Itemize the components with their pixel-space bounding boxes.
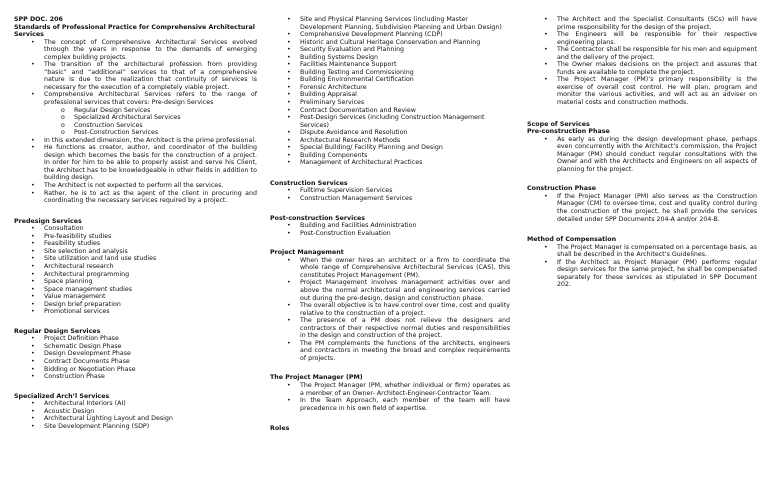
list-item: o Post-Construction Services xyxy=(14,129,257,137)
list-item: • Value management xyxy=(14,293,257,301)
list-item: • Project Management involves management activities over and above the normal architectural and engineering services carried out during the pre-design, design and construction phase. xyxy=(270,279,510,302)
list-item: • Historic and Cultural Heritage Conservation and Planning xyxy=(270,39,510,47)
list-item: • In this extended dimension, the Architect is the prime professional. xyxy=(14,137,257,145)
list-item: • Architectural Research Methods xyxy=(270,137,510,145)
list-item: • The Contractor shall be responsible for his men and equipment and the delivery of the project. xyxy=(527,46,757,61)
list-item: • Project Definition Phase xyxy=(14,335,257,343)
list-item: • The transition of the architectural profession from providing “basic” and “additional” services to that of a comprehensive nature is due to the realization that continuity of services is necessary for the execution of a completely viable project. xyxy=(14,61,257,91)
list-item: • Contract Documents Phase xyxy=(14,358,257,366)
construction-phase-list xyxy=(527,193,757,223)
list-item: • The PM complements the functions of the architects, engineers and contractors in meeting the broad and complex requirements of projects. xyxy=(270,340,510,363)
intro-sub-list xyxy=(14,107,257,137)
list-item: • Management of Architectural Practices xyxy=(270,159,510,167)
list-item: • If the Architect as Project Manager (PM) performs regular design services for the same project, he shall be compensated separately for these services as stipulated in SPP Document 202. xyxy=(527,259,757,289)
list-item: • As early as during the design development phase, perhaps even concurrently with the Architect’s commission, the Project Manager (PM) should conduct regular consultations with the Owner and with the Architects and Engineers on all aspects of planning for the project. xyxy=(527,136,757,174)
heading-post-construction: Post-construction Services xyxy=(270,214,366,222)
heading-construction-services: Construction Services xyxy=(270,179,348,187)
list-item: • Space planning xyxy=(14,278,257,286)
list-item: • Comprehensive Development Planning (CDP) xyxy=(270,31,510,39)
list-item: • The Project Manager (PM, whether individual or firm) operates as a member of an Owner- Architect-Engineer-Contractor Team. xyxy=(270,382,510,397)
post-construction-list xyxy=(270,222,510,237)
specialized-list-continued xyxy=(270,16,510,167)
heading-scope: Scope of Services xyxy=(527,120,590,128)
list-item: • Building Environmental Certification xyxy=(270,76,510,84)
list-item: • The overall objective is to have control over time, cost and quality relative to the construction of a project. xyxy=(270,302,510,317)
roles-list xyxy=(527,16,757,107)
list-item: • Rather, he is to act as the agent of the client in procuring and coordinating the necessary services required by a project. xyxy=(14,190,257,205)
list-item: o Construction Services xyxy=(14,122,257,130)
list-item: • Construction Management Services xyxy=(270,195,510,203)
list-item: • Consultation xyxy=(14,225,257,233)
list-item: • The Architect and the Specialist Consultants (SCs) will have prime responsibility for the design of the project. xyxy=(527,16,757,31)
list-item: • Building Components xyxy=(270,152,510,160)
list-item: • Dispute Avoidance and Resolution xyxy=(270,129,510,137)
heading-roles: Roles xyxy=(270,425,290,433)
list-item: • Preliminary Services xyxy=(270,99,510,107)
heading-project-management: Project Management xyxy=(270,249,344,257)
list-item: • The presence of a PM does not relieve the designers and contractors of their respective normal duties and responsibilities in the design and construction of the project. xyxy=(270,317,510,340)
list-item: • Post-Design Services (including Construction Management Services) xyxy=(270,114,510,129)
list-item: • Building Systems Design xyxy=(270,54,510,62)
list-item: • The Project Manager is compensated on a percentage basis, as shall be described in the Architect’s Guidelines. xyxy=(527,244,757,259)
regular-design-list xyxy=(14,335,257,380)
list-item: • Architectural research xyxy=(14,263,257,271)
list-item: • Special Building/ Facility Planning and Design xyxy=(270,144,510,152)
list-item: • Promotional services xyxy=(14,308,257,316)
column-3 xyxy=(527,16,757,289)
list-item: • Contract Documentation and Review xyxy=(270,107,510,115)
list-item: • The Architect is not expected to perform all the services. xyxy=(14,182,257,190)
heading-pre-construction-phase: Pre-construction Phase xyxy=(527,128,610,136)
intro-list xyxy=(14,39,257,107)
list-item: • Building Testing and Commissioning xyxy=(270,69,510,77)
list-item: • Site and Physical Planning Services (including Master Development Planning, Subdivision Planning and Urban Design) xyxy=(270,16,510,31)
heading-predesign: Predesign Services xyxy=(14,217,82,225)
list-item: • Site utilization and land use studies xyxy=(14,255,257,263)
heading-project-manager: The Project Manager (PM) xyxy=(270,374,363,382)
doc-title: Standards of Professional Practice for Comprehensive Architectural Services xyxy=(14,23,255,39)
list-item: • He functions as creator, author, and coordinator of the building design which becomes the basis for the construction of a project. In order for him to be able to properly assist and serve his Client, the Architect has to be knowledgeable in other fields in addition to building design. xyxy=(14,144,257,182)
project-manager-list xyxy=(270,382,510,412)
heading-regular-design: Regular Design Services xyxy=(14,327,101,335)
list-item: • Architectural Lighting Layout and Design xyxy=(14,415,257,423)
list-item: • Site selection and analysis xyxy=(14,248,257,256)
list-item: • Acoustic Design xyxy=(14,408,257,416)
heading-compensation: Method of Compensation xyxy=(527,236,617,244)
list-item: • Feasibility studies xyxy=(14,240,257,248)
heading-construction-phase: Construction Phase xyxy=(527,185,597,193)
predesign-list xyxy=(14,225,257,316)
intro-list-2 xyxy=(14,137,257,205)
list-item: • In the Team Approach, each member of the team will have precedence in his own field of expertise. xyxy=(270,397,510,412)
compensation-list xyxy=(527,244,757,289)
heading-specialized: Specialized Arch’l Services xyxy=(14,392,110,400)
list-item: o Specialized Architectural Services xyxy=(14,114,257,122)
list-item: • Building Appraisal xyxy=(270,91,510,99)
list-item: • When the owner hires an architect or a firm to coordinate the whole range of Comprehensive Architectural Services (CAS), this constitutes Project Management (PM). xyxy=(270,257,510,280)
specialized-list xyxy=(14,400,257,430)
list-item: o Regular Design Services xyxy=(14,107,257,115)
list-item: • Comprehensive Architectural Services refers to the range of professional services that covers: Pre-design Services xyxy=(14,91,257,106)
construction-services-list xyxy=(270,187,510,202)
list-item: • Site Development Planning (SDP) xyxy=(14,423,257,431)
list-item: • Facilities Maintenance Support xyxy=(270,61,510,69)
list-item: • Schematic Design Phase xyxy=(14,343,257,351)
list-item: • Architectural programming xyxy=(14,271,257,279)
list-item: • Forensic Architecture xyxy=(270,84,510,92)
list-item: • Design Development Phase xyxy=(14,350,257,358)
list-item: • Security Evaluation and Planning xyxy=(270,46,510,54)
list-item: • Bidding or Negotiation Phase xyxy=(14,366,257,374)
project-management-list xyxy=(270,257,510,363)
list-item: • The concept of Comprehensive Architectural Services evolved through the years in response to the demands of emerging complex building projects. xyxy=(14,39,257,62)
list-item: • Space management studies xyxy=(14,286,257,294)
list-item: • Design brief preparation xyxy=(14,301,257,309)
list-item: • The Owner makes decisions on the project and assures that funds are available to complete the project. xyxy=(527,61,757,76)
list-item: • Fulltime Supervision Services xyxy=(270,187,510,195)
pre-construction-list xyxy=(527,136,757,174)
list-item: • Construction Phase xyxy=(14,373,257,381)
list-item: • If the Project Manager (PM) also serves as the Construction Manager (CM) to oversee time, cost and quality control during the construction of the project, he shall provide the services detailed under SPP Documents 204-A and/or 204-B. xyxy=(527,193,757,223)
list-item: • Pre-feasibility studies xyxy=(14,233,257,241)
list-item: • The Engineers will be responsible for their respective engineering plans. xyxy=(527,31,757,46)
doc-code: SPP DOC. 206 xyxy=(14,16,63,23)
list-item: • Building and Facilities Administration xyxy=(270,222,510,230)
list-item: • The Project Manager (PM)’s primary responsibility is the exercise of overall cost control. He will plan, program and monitor the various activities, and will act as an adviser on material costs and construction methods. xyxy=(527,76,757,106)
column-2 xyxy=(270,16,510,433)
list-item: • Post-Construction Evaluation xyxy=(270,230,510,238)
column-1 xyxy=(14,16,257,430)
list-item: • Architectural Interiors (AI) xyxy=(14,400,257,408)
